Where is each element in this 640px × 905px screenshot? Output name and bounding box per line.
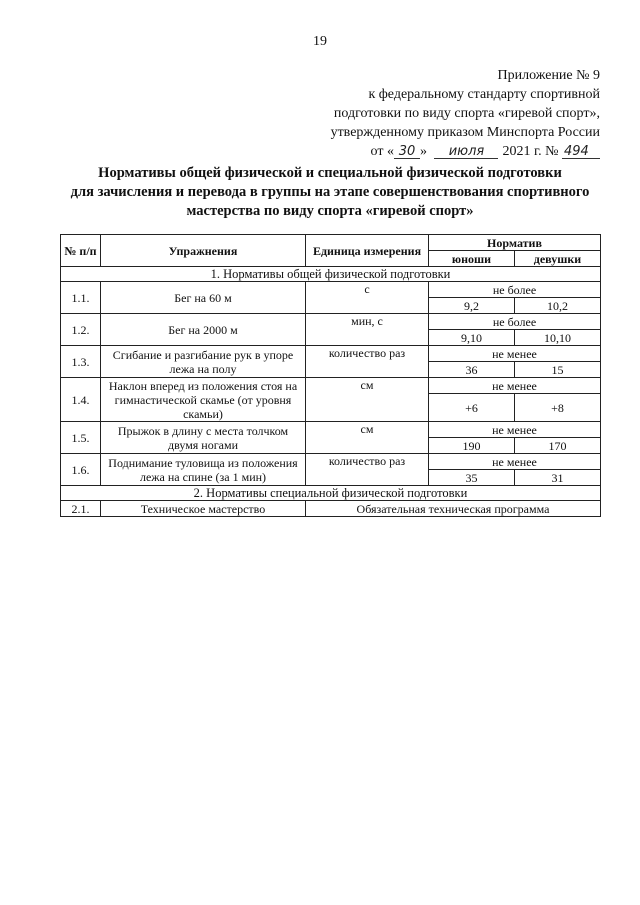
row-girls-value: 15 [515,362,601,378]
row-num: 2.1. [61,501,101,517]
title-line-2: для зачисления и перевода в группы на этапе совершенствования спортивного [70,184,590,200]
table-row [61,346,601,362]
row-unit: количество раз [306,454,429,486]
row-condition: не менее [429,346,601,362]
row-boys-value: 36 [429,362,515,378]
row-boys-value: 35 [429,470,515,486]
title-line-3: мастерства по виду спорта «гиревой спорт» [186,203,474,219]
appendix-date-line [280,142,600,161]
row-girls-value: 170 [515,438,601,454]
table-row [61,378,601,394]
table-row [61,422,601,438]
row-unit: с [306,282,429,314]
row-num: 1.6. [61,454,101,486]
row-boys-value: 190 [429,438,515,454]
page-number: 19 [313,34,327,49]
row-exercise: Поднимание туловища из положения лежа на спине (за 1 мин) [101,454,306,486]
row-unit: мин, с [306,314,429,346]
row-girls-value: +8 [515,394,601,422]
row-num: 1.1. [61,282,101,314]
table-row [61,314,601,330]
date-mid: » [419,144,427,159]
row-num: 1.2. [61,314,101,346]
row-exercise: Техническое мастерство [101,501,306,517]
table-row [61,454,601,470]
date-prefix: от « [370,144,394,159]
row-girls-value: 10,2 [515,298,601,314]
table-row [61,501,601,517]
row-num: 1.4. [61,378,101,422]
row-girls-value: 31 [515,470,601,486]
header-exercise: Упражнения [101,235,306,267]
row-exercise: Сгибание и разгибание рук в упоре лежа на полу [101,346,306,378]
date-year: 2021 г. № [502,144,559,159]
row-num: 1.5. [61,422,101,454]
row-unit: количество раз [306,346,429,378]
norms-table [60,234,601,517]
appendix-line-2: к федеральному стандарту спортивной [368,87,600,102]
header-norm: Норматив [429,235,601,251]
row-boys-value: 9,2 [429,298,515,314]
row-exercise: Бег на 60 м [101,282,306,314]
table-row [61,282,601,298]
appendix-block [280,66,600,161]
row-condition: не более [429,282,601,298]
document-title [40,164,620,221]
section-2-heading: 2. Нормативы специальной физической подготовки [61,486,601,501]
appendix-line-3: подготовки по виду спорта «гиревой спорт», [333,106,600,121]
row-condition: не менее [429,422,601,438]
row-boys-value: 9,10 [429,330,515,346]
appendix-line-4: утвержденному приказом Минспорта России [330,125,600,140]
section-1-heading: 1. Нормативы общей физической подготовки [61,267,601,282]
title-line-1: Нормативы общей физической и специальной физической подготовки [98,165,562,181]
handwritten-month: июля [434,145,498,159]
header-unit: Единица измерения [306,235,429,267]
row-exercise: Наклон вперед из положения стоя на гимнастической скамье (от уровня скамьи) [101,378,306,422]
handwritten-day: 30 [394,145,420,159]
row-norm: Обязательная техническая программа [306,501,601,517]
header-girls: девушки [515,251,601,267]
appendix-line-1: Приложение № 9 [497,68,600,83]
handwritten-order-number: 494 [562,145,600,159]
row-unit: см [306,422,429,454]
row-condition: не менее [429,378,601,394]
row-condition: не более [429,314,601,330]
row-unit: см [306,378,429,422]
header-boys: юноши [429,251,515,267]
row-condition: не менее [429,454,601,470]
header-num: № п/п [61,235,101,267]
row-girls-value: 10,10 [515,330,601,346]
row-exercise: Бег на 2000 м [101,314,306,346]
row-boys-value: +6 [429,394,515,422]
row-exercise: Прыжок в длину с места толчком двумя ногами [101,422,306,454]
row-num: 1.3. [61,346,101,378]
